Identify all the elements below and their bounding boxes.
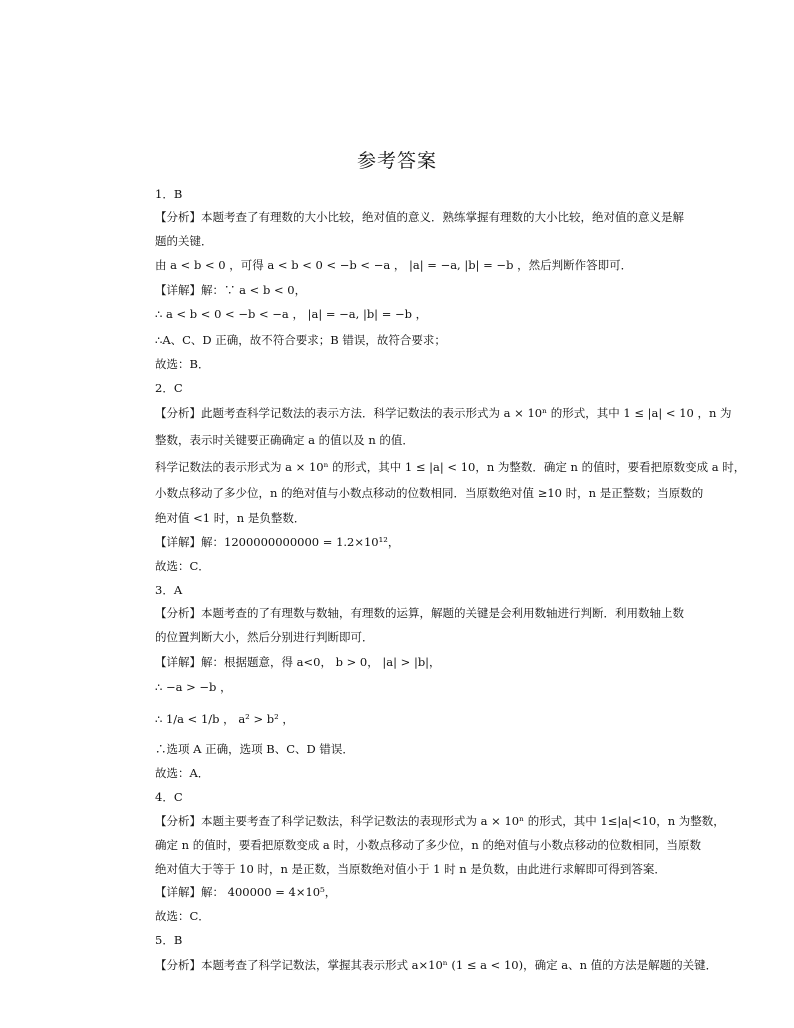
answer-number-5: 5．B: [155, 933, 183, 947]
answer-number-3: 3．A: [155, 583, 183, 597]
solution-line: ∴选项 A 正确，选项 B、C、D 错误．: [155, 742, 354, 756]
analysis-line: 【分析】本题考查的了有理数与数轴，有理数的运算，解题的关键是会利用数轴进行判断．利用数轴上数: [155, 606, 684, 620]
answer-number-2: 2．C: [155, 381, 183, 395]
choice-line: 故选：B．: [155, 357, 210, 371]
analysis-line: 的位置判断大小，然后分别进行判断即可．: [155, 630, 374, 644]
answer-number-4: 4．C: [155, 790, 183, 804]
solution-line: 【详解】解：∵ a < b < 0，: [155, 283, 307, 297]
analysis-line: 绝对值 <1 时，n 是负整数．: [155, 511, 306, 525]
analysis-line: 科学记数法的表示形式为 a × 10ⁿ 的形式，其中 1 ≤ |a| < 10，n 为整数．确定 n 的值时，要看把原数变成 a 时，: [155, 460, 746, 474]
solution-line: 【详解】解：1200000000000 = 1.2×10¹²，: [155, 535, 400, 549]
choice-line: 故选：C．: [155, 909, 210, 923]
solution-line: ∴A、C、D 正确，故不符合要求；B 错误，故符合要求；: [155, 333, 446, 347]
analysis-line: 题的关键．: [155, 234, 213, 248]
analysis-line: 整数，表示时关键要正确确定 a 的值以及 n 的值．: [155, 433, 414, 447]
analysis-line: 【分析】本题主要考查了科学记数法，科学记数法的表现形式为 a × 10ⁿ 的形式，其中 1≤|a|<10，n 为整数，: [155, 814, 725, 828]
solution-line: ∴ −a > −b ，: [155, 680, 232, 694]
analysis-line: 【分析】本题考查了科学记数法，掌握其表示形式 a×10ⁿ (1 ≤ a < 10)，确定 a、n 值的方法是解题的关键．: [155, 958, 718, 972]
choice-line: 故选：C．: [155, 559, 210, 573]
solution-line: 【详解】解： 400000 = 4×10⁵，: [155, 885, 337, 899]
solution-line: ∴ 1/a < 1/b ， a² > b² ，: [155, 712, 294, 726]
analysis-line: 【分析】本题考查了有理数的大小比较，绝对值的意义．熟练掌握有理数的大小比较，绝对值的意义是解: [155, 210, 684, 224]
solution-line: 【详解】解：根据题意，得 a<0， b > 0， |a| > |b|，: [155, 655, 441, 669]
analysis-line: 小数点移动了多少位，n 的绝对值与小数点移动的位数相同．当原数绝对值 ≥10 时，n 是正整数；当原数的: [155, 486, 704, 500]
analysis-line: 确定 n 的值时，要看把原数变成 a 时，小数点移动了多少位，n 的绝对值与小数点移动的位数相同，当原数: [155, 838, 701, 852]
page-title: 参考答案: [356, 150, 437, 172]
analysis-line: 【分析】此题考查科学记数法的表示方法．科学记数法的表示形式为 a × 10ⁿ 的形式，其中 1 ≤ |a| < 10 ，n 为: [155, 406, 732, 420]
solution-line: ∴ a < b < 0 < −b < −a ， |a| = −a, |b| = −b ，: [155, 307, 428, 321]
analysis-line: 绝对值大于等于 10 时，n 是正数，当原数绝对值小于 1 时 n 是负数，由此进行求解即可得到答案．: [155, 862, 666, 876]
analysis-line: 由 a < b < 0 ，可得 a < b < 0 < −b < −a ， |a| = −a, |b| = −b ，然后判断作答即可．: [155, 258, 633, 272]
choice-line: 故选：A．: [155, 766, 210, 780]
answer-number-1: 1．B: [155, 187, 183, 201]
